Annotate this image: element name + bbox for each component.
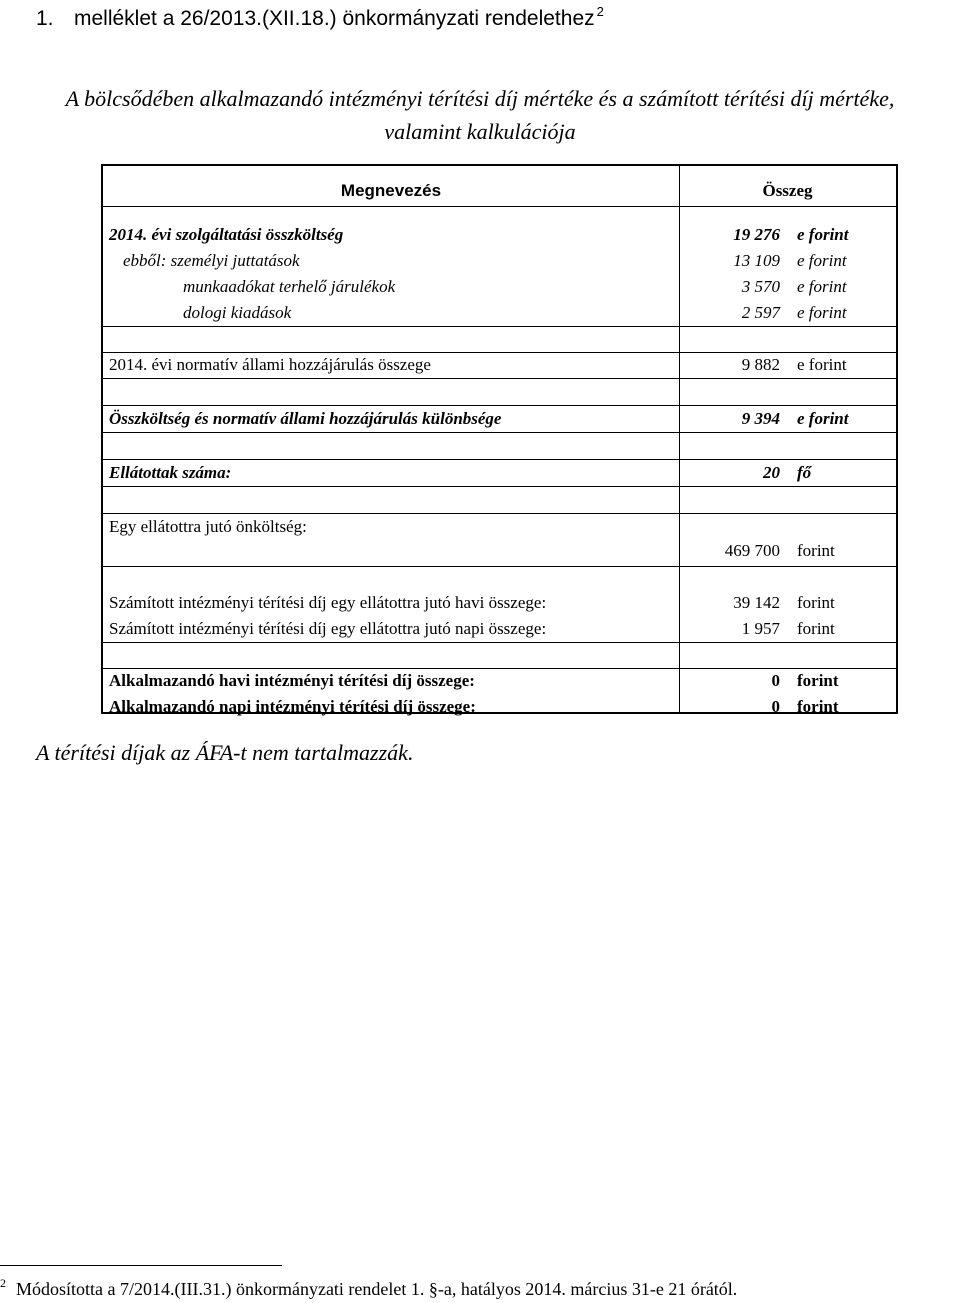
spacer-row xyxy=(103,433,896,460)
row-label: 2014. évi szolgáltatási összköltség xyxy=(109,225,344,244)
fee-calculation-table xyxy=(101,164,898,714)
footnote-text: Módosította a 7/2014.(III.31.) önkormányzati rendelet 1. §-a, hatályos 2014. március 31-e 21 órától. xyxy=(16,1279,738,1299)
row-unit: forint xyxy=(797,541,835,560)
row-label: munkaadókat terhelő járulékok xyxy=(183,277,396,296)
row-label: Alkalmazandó napi intézményi térítési díj összege: xyxy=(109,697,476,716)
row-unit: e forint xyxy=(797,225,849,244)
row-unit: e forint xyxy=(797,303,847,322)
table-row xyxy=(103,274,896,300)
footnote xyxy=(0,1276,737,1300)
table-row xyxy=(103,248,896,274)
spacer-row xyxy=(103,642,896,669)
row-value: 9 394 xyxy=(741,409,780,428)
row-value: 1 957 xyxy=(741,619,780,638)
row-unit: e forint xyxy=(797,409,849,428)
row-unit: forint xyxy=(797,619,835,638)
spacer-row xyxy=(103,379,896,406)
row-value: 39 142 xyxy=(733,593,780,612)
document-title-line-1: A bölcsődében alkalmazandó intézményi térítési díj mértéke és a számított térítési díj mértéke, xyxy=(65,86,895,111)
table-row xyxy=(103,406,896,433)
row-value: 469 700 xyxy=(724,541,780,560)
footnote-separator xyxy=(0,1265,282,1266)
column-header-amount: Összeg xyxy=(762,181,813,200)
row-unit: fő xyxy=(797,463,812,482)
table-row xyxy=(103,460,896,487)
column-header-name: Megnevezés xyxy=(340,181,442,200)
spacer-row xyxy=(103,487,896,514)
annex-number: 1. xyxy=(36,7,54,30)
row-label: Összköltség és normatív állami hozzájárulás különbsége xyxy=(109,409,502,428)
table-row xyxy=(103,694,896,720)
row-label: Számított intézményi térítési díj egy ellátottra jutó havi összege: xyxy=(109,593,547,612)
row-label: Egy ellátottra jutó önköltség: xyxy=(109,517,307,536)
row-label: Alkalmazandó havi intézményi térítési díj összege: xyxy=(109,671,475,690)
header-separator xyxy=(103,180,896,207)
row-label: Ellátottak száma: xyxy=(109,463,232,482)
row-unit: e forint xyxy=(797,355,847,374)
row-value: 13 109 xyxy=(733,251,780,270)
annex-heading xyxy=(36,4,604,31)
table-row xyxy=(103,590,896,616)
row-value: 9 882 xyxy=(741,355,780,374)
table-row xyxy=(103,616,896,643)
row-label: dologi kiadások xyxy=(183,303,292,322)
footnote-marker: 2 xyxy=(0,1276,6,1290)
row-unit: forint xyxy=(797,671,839,690)
row-value: 3 570 xyxy=(741,277,780,296)
row-label: Számított intézményi térítési díj egy ellátottra jutó napi összege: xyxy=(109,619,547,638)
row-value: 0 xyxy=(771,697,780,716)
annex-heading-text: melléklet a 26/2013.(XII.18.) önkormányzati rendelethez xyxy=(74,7,595,30)
spacer-row xyxy=(103,326,896,353)
table-row xyxy=(103,668,896,694)
row-value: 20 xyxy=(763,463,780,482)
row-label: 2014. évi normatív állami hozzájárulás összege xyxy=(109,355,431,374)
table-row xyxy=(103,352,896,379)
table-row xyxy=(103,300,896,327)
row-label: ebből: személyi juttatások xyxy=(123,251,300,270)
row-value: 0 xyxy=(771,671,780,690)
row-unit: e forint xyxy=(797,251,847,270)
vat-note: A térítési díjak az ÁFA-t nem tartalmazzák. xyxy=(36,740,414,765)
row-unit: forint xyxy=(797,697,839,716)
row-unit: forint xyxy=(797,593,835,612)
document-title-line-2: valamint kalkulációja xyxy=(384,119,576,144)
footnote-ref[interactable]: 2 xyxy=(596,4,604,19)
row-value: 2 597 xyxy=(741,303,780,322)
row-value: 19 276 xyxy=(733,225,780,244)
row-unit: e forint xyxy=(797,277,847,296)
document-title xyxy=(0,82,960,148)
table-row xyxy=(103,222,896,248)
table-row xyxy=(103,514,896,567)
